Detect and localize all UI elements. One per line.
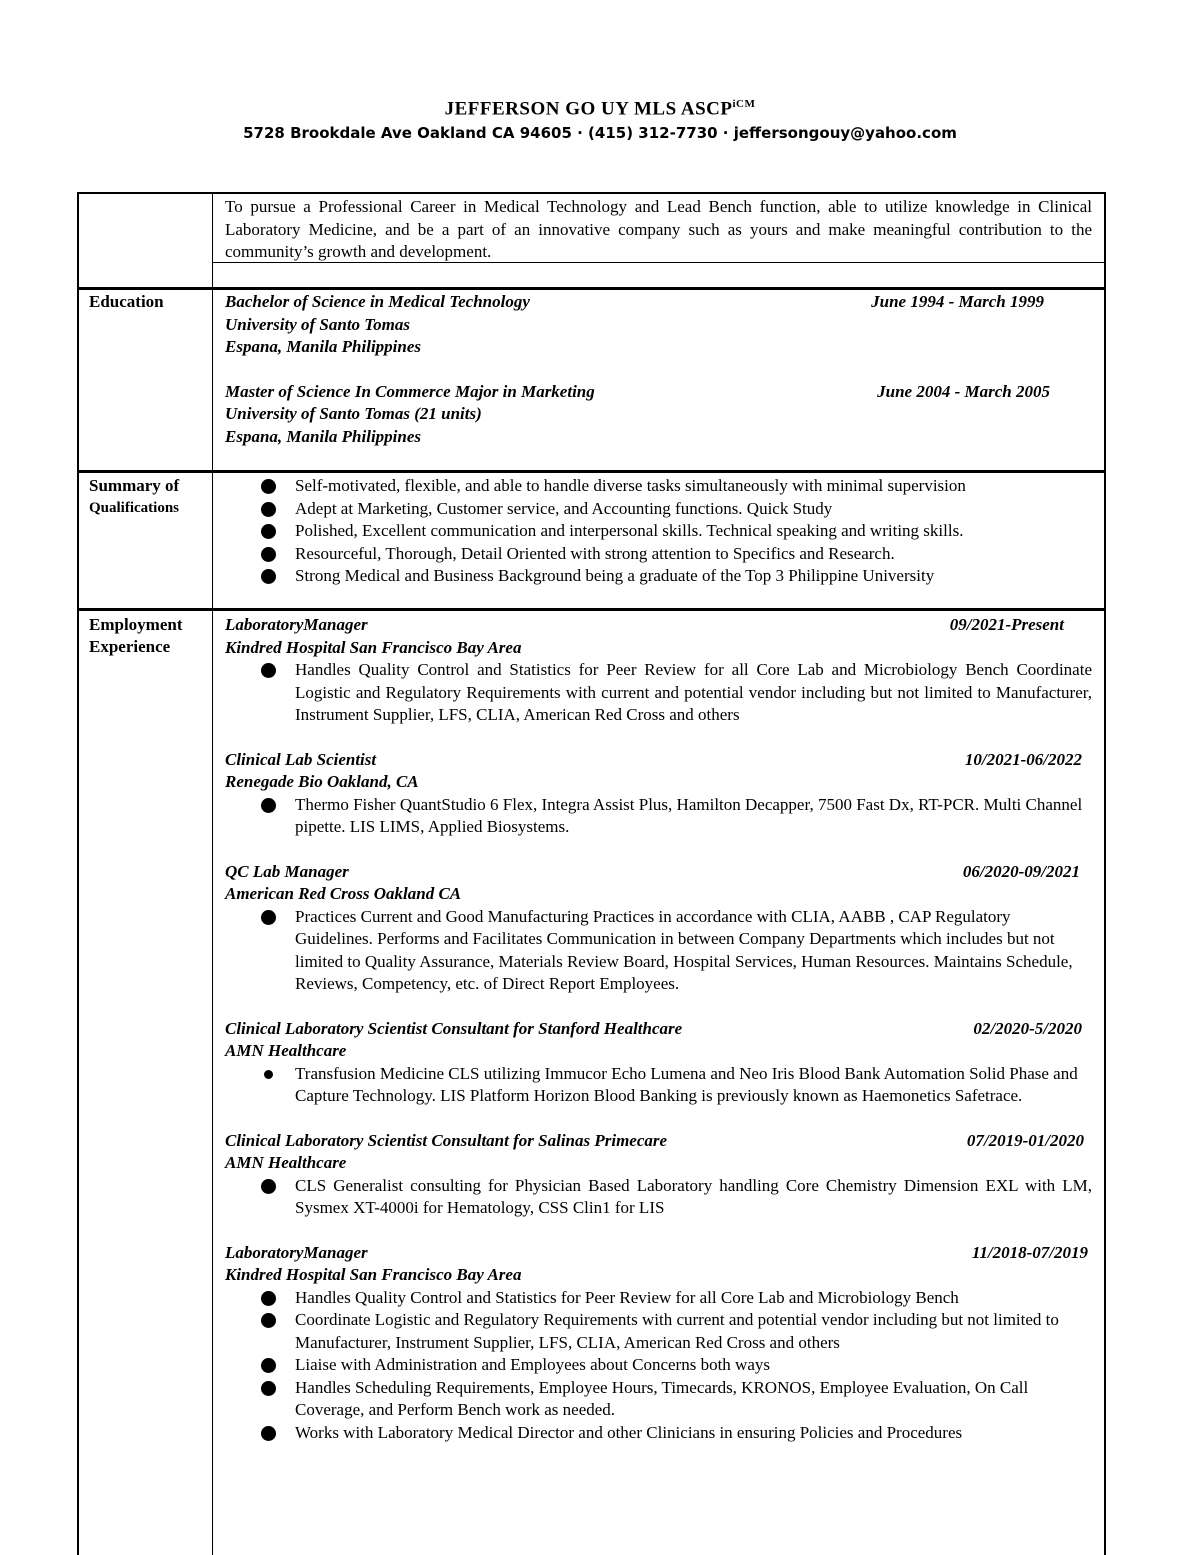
- job-dates: 02/2020-5/2020: [973, 1018, 1082, 1038]
- section-divider: [79, 608, 1104, 611]
- job-entry: [225, 749, 1092, 839]
- list-item: Resourceful, Thorough, Detail Oriented with strong attention to Specifics and Research.: [225, 543, 1092, 566]
- bullet-icon: [261, 1291, 276, 1306]
- resume-table: [77, 192, 1106, 1555]
- job-dates: 09/2021-Present: [949, 615, 1064, 634]
- list-item: Strong Medical and Business Background being a graduate of the Top 3 Philippine University: [225, 565, 1092, 588]
- list-item: Transfusion Medicine CLS utilizing Immucor Echo Lumena and Neo Iris Blood Bank Automation Solid Phase and Capture Technology. LIS Platform Horizon Blood Banking is previously known as Haemonetics Safetrace.: [225, 1063, 1092, 1108]
- candidate-name: JEFFERSON GO UY MLS $ASCP^{iCM}$: [444, 98, 756, 120]
- list-item: Works with Laboratory Medical Director and other Clinicians in ensuring Policies and Procedures: [225, 1422, 1092, 1445]
- bullet-icon: [261, 524, 276, 539]
- employer: Kindred Hospital San Francisco Bay Area: [225, 637, 522, 657]
- job-dates: 06/2020-09/2021: [962, 861, 1080, 881]
- list-item: Handles Scheduling Requirements, Employee Hours, Timecards, KRONOS, Employee Evaluation, On Call Coverage, and Perform Bench work as needed.: [225, 1377, 1092, 1422]
- degree-dates: June 2004 - March 2005: [877, 381, 1050, 401]
- bullet-icon: [261, 910, 276, 925]
- job-dates: 10/2021-06/2022: [964, 749, 1082, 769]
- bullet-icon: [261, 479, 276, 494]
- list-item: Thermo Fisher QuantStudio 6 Flex, Integra Assist Plus, Hamilton Decapper, 7500 Fast Dx, RT-PCR. Multi Channel pipette. LIS LIMS, Applied Biosystems.: [225, 794, 1092, 839]
- bullet-icon: [261, 1313, 276, 1328]
- job-title: Clinical Laboratory Scientist Consultant for Stanford Healthcare: [225, 1018, 683, 1038]
- degree: Master of Science In Commerce Major in Marketing: [225, 381, 595, 401]
- list-item: Adept at Marketing, Customer service, and Accounting functions. Quick Study: [225, 498, 1092, 521]
- section-divider: [79, 287, 1104, 290]
- list-item: Coordinate Logistic and Regulatory Requirements with current and potential vendor including but not limited to Manufacturer, Instrument Supplier, LFS, CLIA, American Red Cross and others: [225, 1309, 1092, 1354]
- school-location: Espana, Manila Philippines: [225, 337, 422, 356]
- employer: Renegade Bio Oakland, CA: [225, 772, 419, 791]
- bullet-icon: [261, 569, 276, 584]
- list-item: Polished, Excellent communication and interpersonal skills. Technical speaking and writing skills.: [225, 520, 1092, 543]
- job-dates: 07/2019-01/2020: [966, 1130, 1084, 1150]
- school: University of Santo Tomas (21 units): [225, 404, 482, 423]
- column-divider: [212, 194, 213, 1555]
- employment-section: [225, 614, 1092, 1444]
- education-label: Education: [89, 292, 164, 311]
- employer: AMN Healthcare: [225, 1153, 347, 1172]
- objective-text: To pursue a Professional Career in Medical Technology and Lead Bench function, able to utilize knowledge in Clinical Laboratory Medicine, and be a part of an innovative company such as yours and make meaningful contribution to the community’s growth and development.: [225, 197, 1092, 261]
- section-divider: [79, 470, 1104, 473]
- list-item: Handles Quality Control and Statistics for Peer Review for all Core Lab and Microbiology Bench Coordinate Logistic and Regulatory Requirements with current and potential vendor including but not limited to Manufacturer, Instrument Supplier, LFS, CLIA, American Red Cross and others: [225, 659, 1092, 727]
- education-entry: [225, 291, 1092, 359]
- bullet-icon: [261, 1381, 276, 1396]
- bullet-icon: [261, 1179, 276, 1194]
- job-entry: [225, 1130, 1092, 1220]
- credential-superscript: iCM: [732, 98, 756, 110]
- employer: Kindred Hospital San Francisco Bay Area: [225, 1265, 522, 1284]
- job-title: LaboratoryManager: [225, 1242, 368, 1262]
- bullet-icon: [261, 502, 276, 517]
- job-entry: [225, 1242, 1092, 1445]
- education-entry: [225, 381, 1092, 449]
- school: University of Santo Tomas: [225, 314, 410, 334]
- bullet-icon: [261, 547, 276, 562]
- job-title: QC Lab Manager: [225, 861, 349, 881]
- education-section: [225, 291, 1092, 448]
- degree-dates: June 1994 - March 1999: [871, 292, 1044, 311]
- school-location: Espana, Manila Philippines: [225, 426, 422, 446]
- employer: American Red Cross Oakland CA: [225, 884, 462, 903]
- job-title: LaboratoryManager: [225, 615, 368, 634]
- contact-line: 5728 Brookdale Ave Oakland CA 94605 · (415) 312-7730 · jeffersongouy@yahoo.com: [243, 124, 957, 143]
- bullet-icon: [261, 1358, 276, 1373]
- job-dates: 11/2018-07/2019: [971, 1242, 1088, 1262]
- resume-header: [0, 98, 1200, 142]
- employment-label: Employment Experience: [89, 615, 183, 656]
- qualifications-label: Summary of Qualifications: [89, 476, 180, 516]
- divider: [212, 262, 1104, 263]
- job-title: Clinical Laboratory Scientist Consultant for Salinas Primecare: [225, 1130, 668, 1150]
- job-entry: [225, 861, 1092, 996]
- list-item: CLS Generalist consulting for Physician Based Laboratory handling Core Chemistry Dimension EXL with LM, Sysmex XT-4000i for Hematology, CSS Clin1 for LIS: [225, 1175, 1092, 1220]
- list-item: Liaise with Administration and Employees about Concerns both ways: [225, 1354, 1092, 1377]
- list-item: Practices Current and Good Manufacturing Practices in accordance with CLIA, AABB , CAP Regulatory Guidelines. Performs and Facilitates Communication in between Company Departments which includes but not limited to Quality Assurance, Materials Review Board, Hospital Services, Human Resources. Maintains Schedule, Reviews, Competency, etc. of Direct Report Employees.: [225, 906, 1092, 996]
- bullet-icon: [261, 663, 276, 678]
- qualifications-list: [225, 475, 1092, 588]
- job-entry: [225, 1018, 1092, 1108]
- bullet-icon: [261, 798, 276, 813]
- list-item: Handles Quality Control and Statistics for Peer Review for all Core Lab and Microbiology Bench: [225, 1287, 1092, 1310]
- list-item: Self-motivated, flexible, and able to handle diverse tasks simultaneously with minimal supervision: [225, 475, 1092, 498]
- job-title: Clinical Lab Scientist: [225, 749, 377, 769]
- employer: AMN Healthcare: [225, 1041, 347, 1060]
- degree: Bachelor of Science in Medical Technology: [225, 292, 530, 311]
- bullet-icon: [264, 1070, 273, 1079]
- job-entry: [225, 614, 1092, 727]
- bullet-icon: [261, 1426, 276, 1441]
